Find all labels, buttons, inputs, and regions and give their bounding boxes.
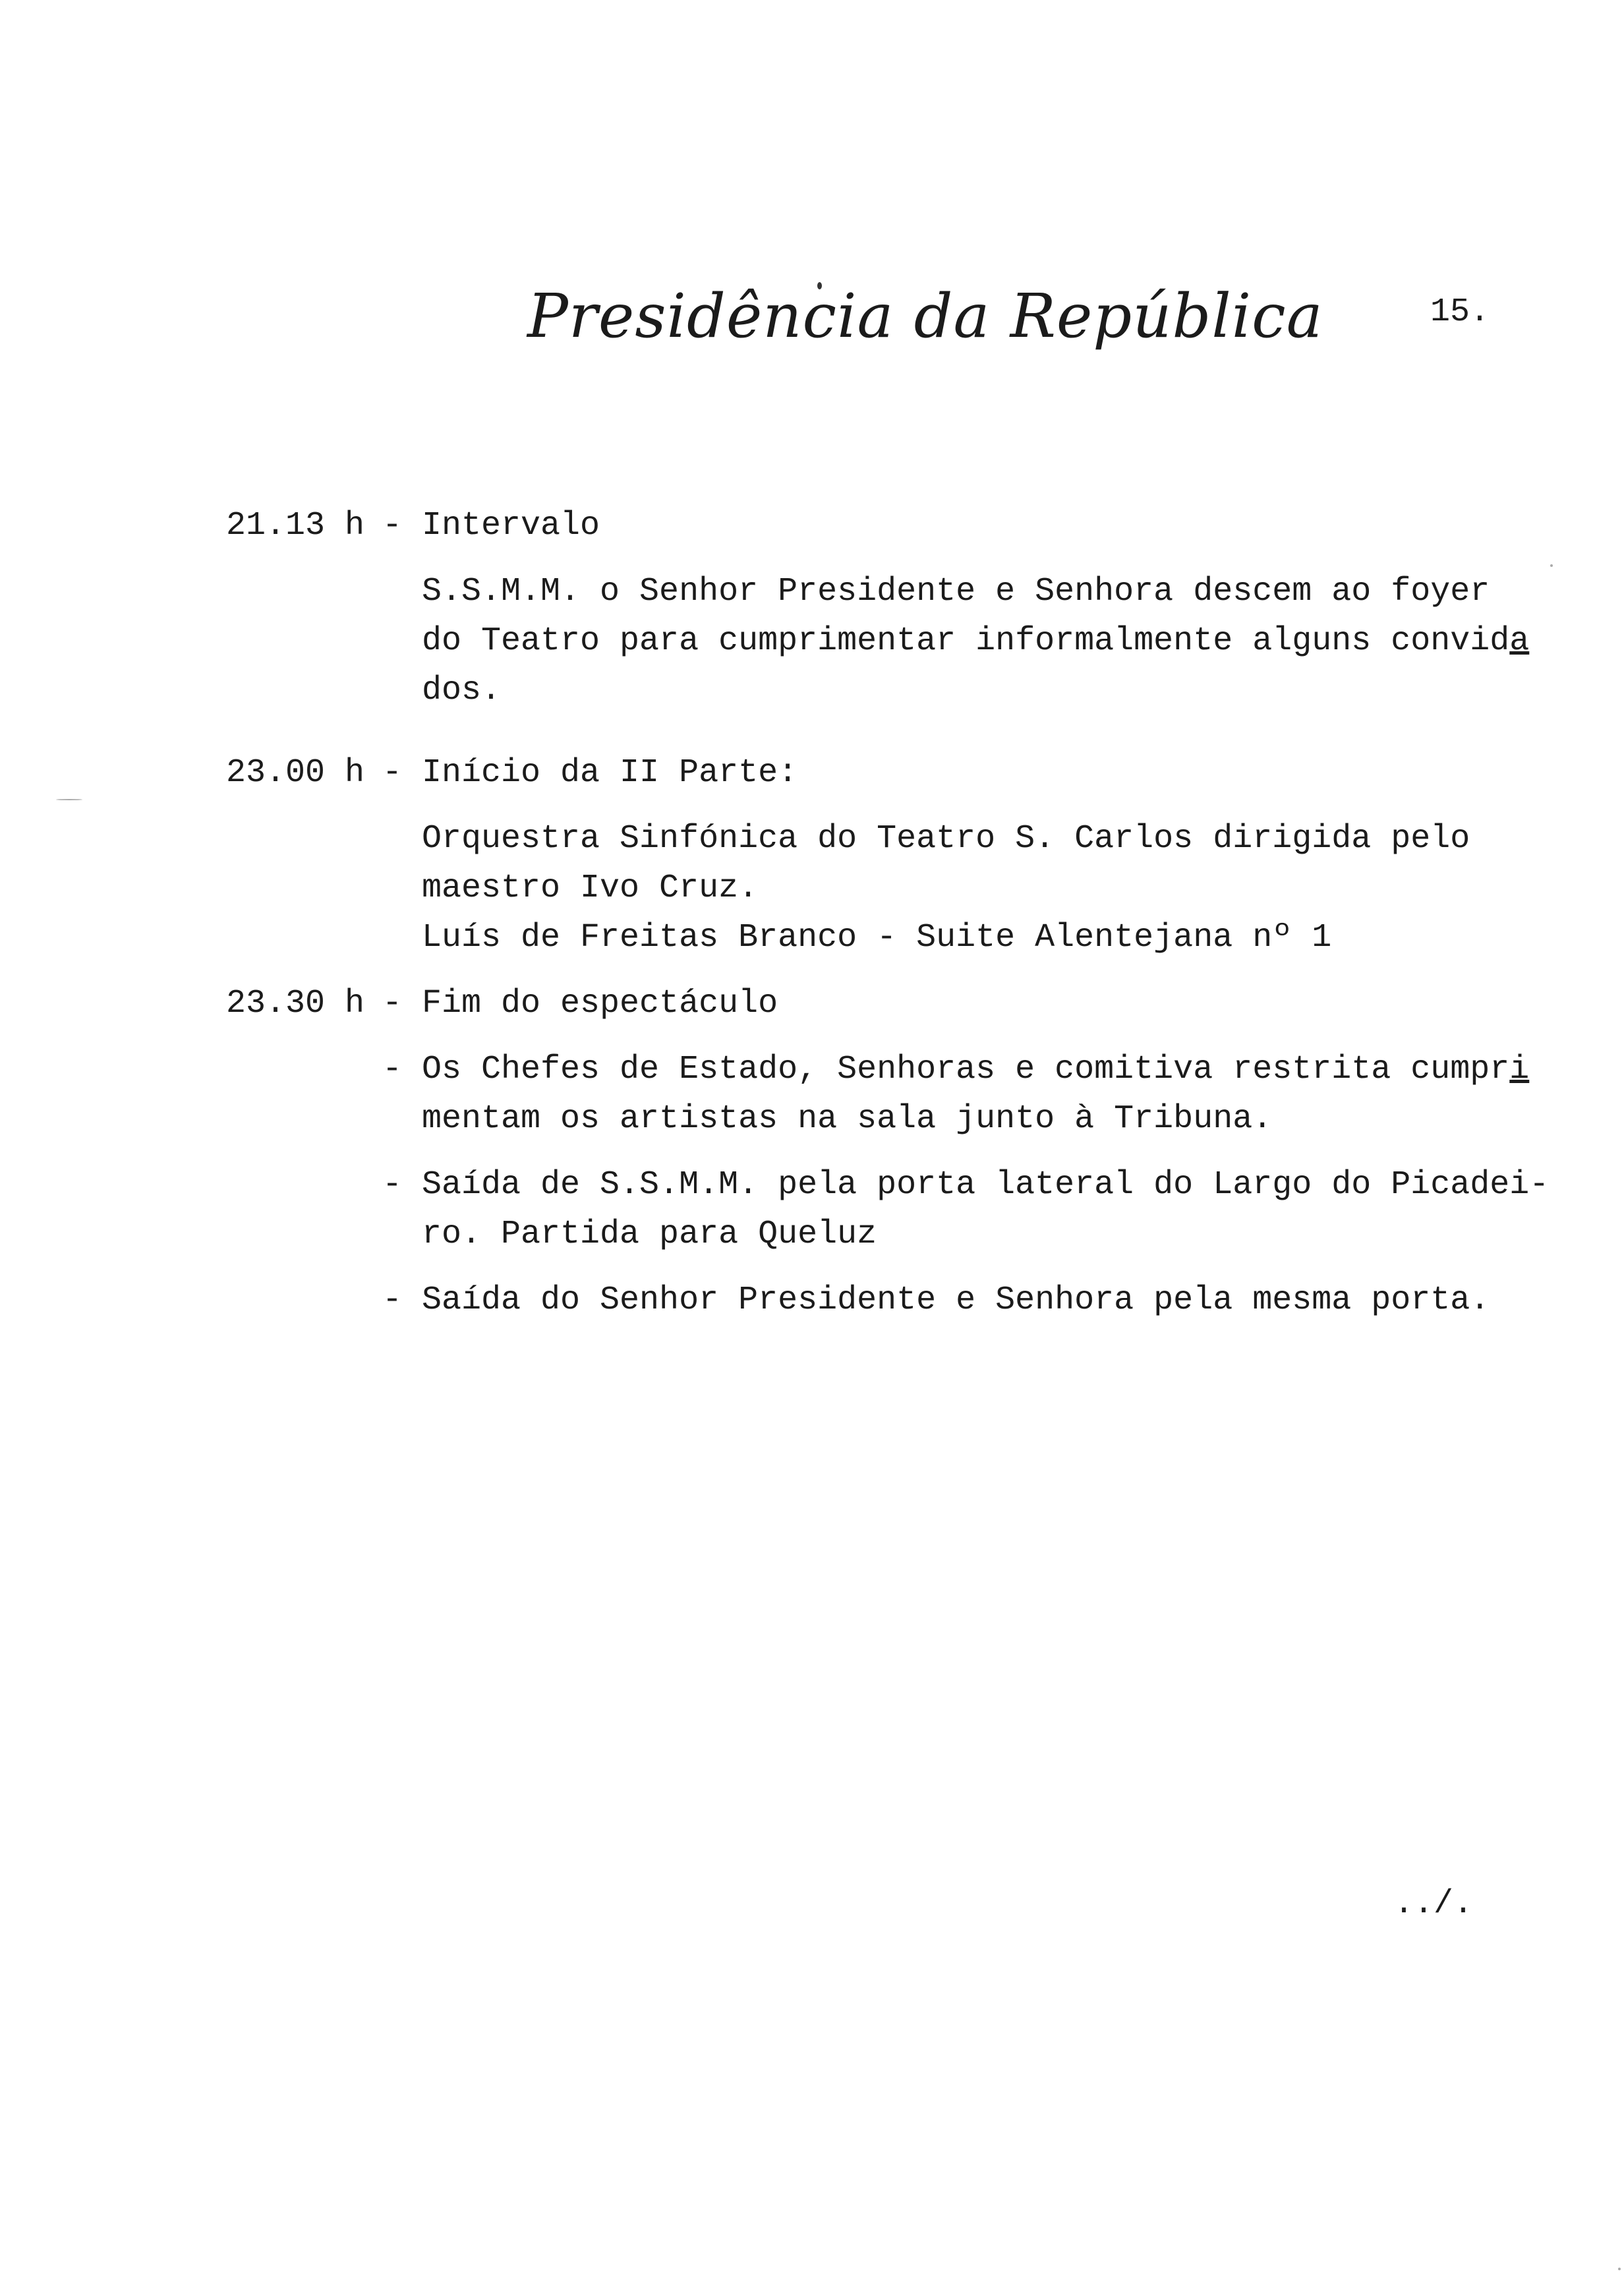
entry-heading: Intervalo [422,507,600,544]
scan-speck [1618,2268,1621,2270]
entry-text-line: maestro Ivo Cruz. [422,869,759,907]
entry-text-line: Luís de Freitas Branco - Suite Alentejana nº 1 [422,919,1332,956]
page-number: 15. [1430,293,1490,331]
entry-time: 23.30 h [226,985,365,1022]
entry-heading: Início da II Parte: [422,754,798,792]
list-item-line: mentam os artistas na sala junto à Tribuna. [422,1100,1273,1138]
entry-time: 21.13 h [226,507,365,544]
continuation-mark: ../. [1394,1885,1474,1923]
entry-heading: Fim do espectáculo [422,985,778,1022]
entry-dash: - [382,507,403,544]
scan-speck [1550,564,1553,567]
letterhead-title: Presidência da República [527,281,1323,351]
list-item-dash: - [382,1166,403,1204]
entry-text-line: dos. [422,672,502,709]
scan-speck [56,799,82,800]
underlined-char: i [1509,1051,1530,1088]
entry-dash: - [382,985,403,1022]
entry-text-line: S.S.M.M. o Senhor Presidente e Senhora descem ao foyer [422,573,1490,610]
entry-text-line: do Teatro para cumprimentar informalmente alguns convida [422,622,1530,660]
list-item-line: Os Chefes de Estado, Senhoras e comitiva restrita cumpri [422,1051,1530,1088]
entry-time: 23.00 h [226,754,365,792]
entry-text-line: Orquestra Sinfónica do Teatro S. Carlos dirigida pelo [422,820,1470,858]
list-item-line: Saída de S.S.M.M. pela porta lateral do Largo do Picadei- [422,1166,1550,1204]
list-item-line: ro. Partida para Queluz [422,1216,877,1253]
list-item-line: Saída do Senhor Presidente e Senhora pela mesma porta. [422,1281,1490,1319]
underlined-char: a [1509,622,1530,660]
list-item-dash: - [382,1051,403,1088]
list-item-dash: - [382,1281,403,1319]
entry-dash: - [382,754,403,792]
